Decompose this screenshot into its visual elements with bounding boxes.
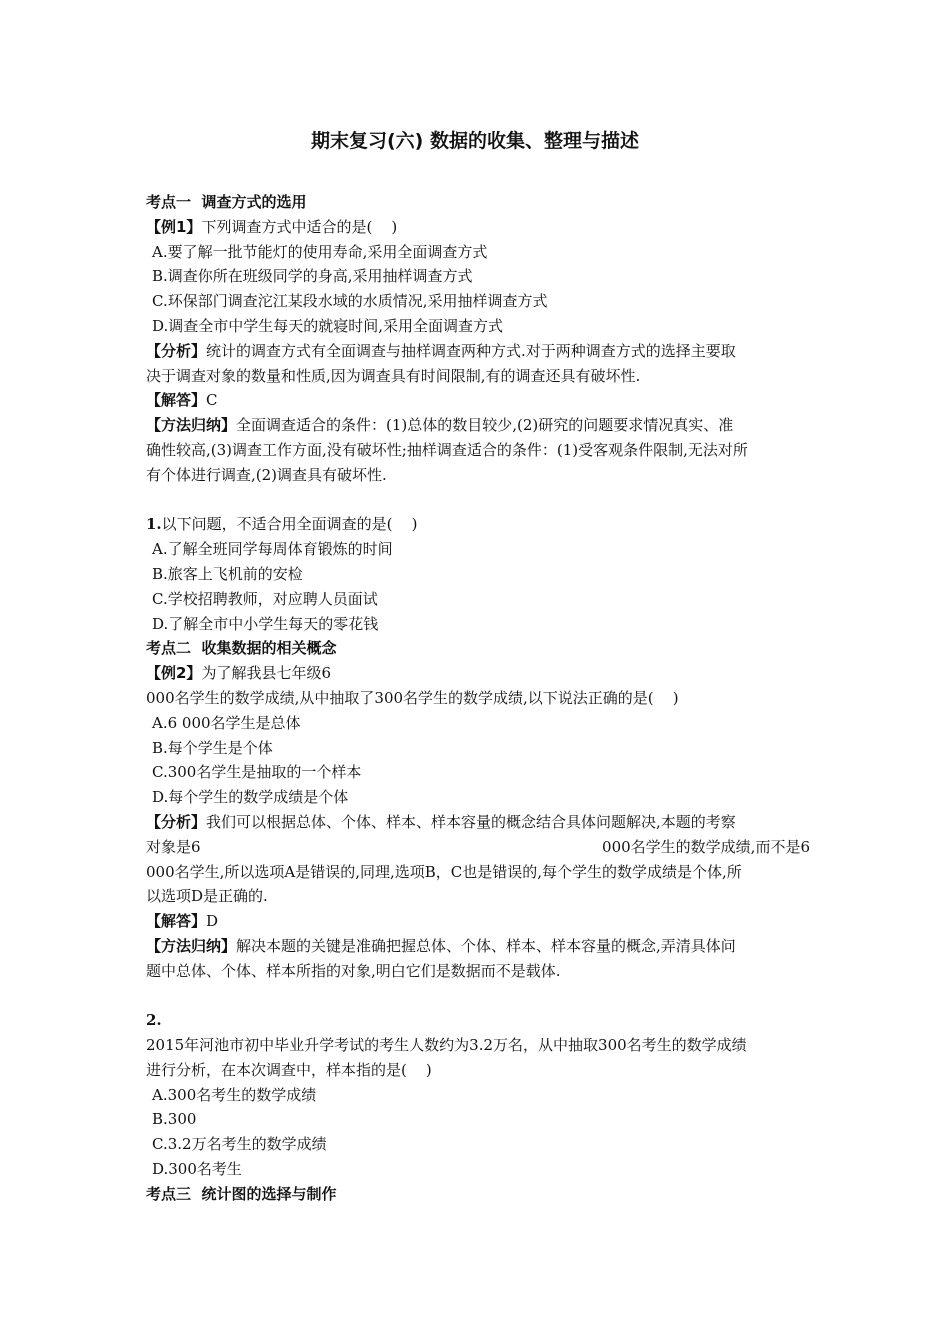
analysis-line: 000名学生,所以选项A是错误的,同理,选项B，C也是错误的,每个学生的数学成绩是个体,所 bbox=[146, 862, 742, 881]
document-body bbox=[146, 190, 810, 1207]
analysis-line bbox=[146, 810, 810, 835]
question-text: 进行分析，在本次调查中，样本指的是( ) bbox=[146, 1060, 432, 1079]
example-tag: 【例1】 bbox=[146, 217, 202, 236]
method-text: 全面调查适合的条件：(1)总体的数目较少,(2)研究的问题要求情况真实、准 bbox=[236, 416, 734, 435]
answer-line bbox=[146, 909, 810, 934]
analysis-tag: 【分析】 bbox=[146, 812, 207, 831]
answer-text: D bbox=[206, 912, 219, 931]
section-heading: 考点三 统计图的选择与制作 bbox=[146, 1184, 337, 1203]
example-question bbox=[146, 215, 810, 240]
question-text: 为了解我县七年级6 bbox=[201, 664, 331, 683]
option: B.300 bbox=[152, 1110, 197, 1129]
option: A.300名考生的数学成绩 bbox=[152, 1085, 317, 1104]
option: D.调查全市中学生每天的就寝时间,采用全面调查方式 bbox=[152, 316, 504, 335]
analysis-line: 以选项D是正确的. bbox=[146, 887, 268, 906]
analysis-tag: 【分析】 bbox=[146, 341, 207, 360]
analysis-line: 决于调查对象的数量和性质,因为调查具有时间限制,有的调查还具有破坏性. bbox=[146, 366, 641, 385]
section-heading: 考点一 调查方式的选用 bbox=[146, 193, 307, 211]
analysis-line bbox=[146, 835, 810, 860]
page-title: 期末复习(六) 数据的收集、整理与描述 bbox=[311, 130, 639, 152]
method-line bbox=[146, 934, 810, 959]
analysis-text: 000名学生的数学成绩,而不是6 bbox=[602, 837, 810, 856]
spacer bbox=[146, 984, 810, 1009]
section-heading: 考点二 收集数据的相关概念 bbox=[146, 639, 337, 658]
option: B.旅客上飞机前的安检 bbox=[152, 564, 303, 583]
answer-text: C bbox=[206, 391, 218, 410]
option: C.学校招聘教师，对应聘人员面试 bbox=[152, 589, 378, 608]
method-tag: 【方法归纳】 bbox=[146, 936, 237, 955]
method-line: 有个体进行调查,(2)调查具有破坏性. bbox=[146, 465, 387, 484]
answer-line bbox=[146, 388, 810, 413]
option: C.环保部门调查沱江某段水域的水质情况,采用抽样调查方式 bbox=[152, 292, 548, 311]
option: D.300名考生 bbox=[152, 1160, 242, 1179]
analysis-text: 统计的调查方式有全面调查与抽样调查两种方式.对于两种调查方式的选择主要取 bbox=[206, 341, 736, 360]
option: B.每个学生是个体 bbox=[152, 738, 273, 757]
method-text: 解决本题的关键是准确把握总体、个体、样本、样本容量的概念,弄清具体问 bbox=[236, 936, 736, 955]
option: D.了解全市中小学生每天的零花钱 bbox=[152, 614, 379, 633]
spacer bbox=[146, 488, 810, 513]
analysis-line bbox=[146, 339, 810, 364]
method-line: 确性较高,(3)调查工作方面,没有破坏性;抽样调查适合的条件：(1)受客观条件限制,无法对所 bbox=[146, 440, 748, 459]
option: B.调查你所在班级同学的身高,采用抽样调查方式 bbox=[152, 267, 473, 286]
question-text: 2015年河池市初中毕业升学考试的考生人数约为3.2万名，从中抽取300名考生的数学成绩 bbox=[146, 1036, 747, 1055]
option: C.300名学生是抽取的一个样本 bbox=[152, 763, 362, 782]
question-text: 以下问题，不适合用全面调查的是( ) bbox=[161, 515, 418, 534]
example-question bbox=[146, 661, 810, 686]
option: A.6 000名学生是总体 bbox=[152, 713, 301, 732]
exercise-number: 2. bbox=[146, 1011, 162, 1030]
method-tag: 【方法归纳】 bbox=[146, 416, 237, 435]
option: C.3.2万名考生的数学成绩 bbox=[152, 1135, 327, 1154]
question-text: 000名学生的数学成绩,从中抽取了300名学生的数学成绩,以下说法正确的是( ) bbox=[146, 688, 679, 707]
analysis-text: 我们可以根据总体、个体、样本、样本容量的概念结合具体问题解决,本题的考察 bbox=[206, 812, 736, 831]
exercise-question bbox=[146, 512, 810, 537]
method-line bbox=[146, 413, 810, 438]
answer-tag: 【解答】 bbox=[146, 391, 207, 410]
question-text: 下列调查方式中适合的是( ) bbox=[201, 217, 398, 236]
option: A.要了解一批节能灯的使用寿命,采用全面调查方式 bbox=[152, 242, 488, 261]
exercise-number: 1. bbox=[146, 515, 162, 534]
example-tag: 【例2】 bbox=[146, 664, 202, 683]
option: A.了解全班同学每周体育锻炼的时间 bbox=[152, 540, 393, 559]
method-line: 题中总体、个体、样本所指的对象,明白它们是数据而不是载体. bbox=[146, 961, 561, 980]
analysis-text: 对象是6 bbox=[146, 837, 201, 856]
option: D.每个学生的数学成绩是个体 bbox=[152, 788, 349, 807]
answer-tag: 【解答】 bbox=[146, 912, 207, 931]
